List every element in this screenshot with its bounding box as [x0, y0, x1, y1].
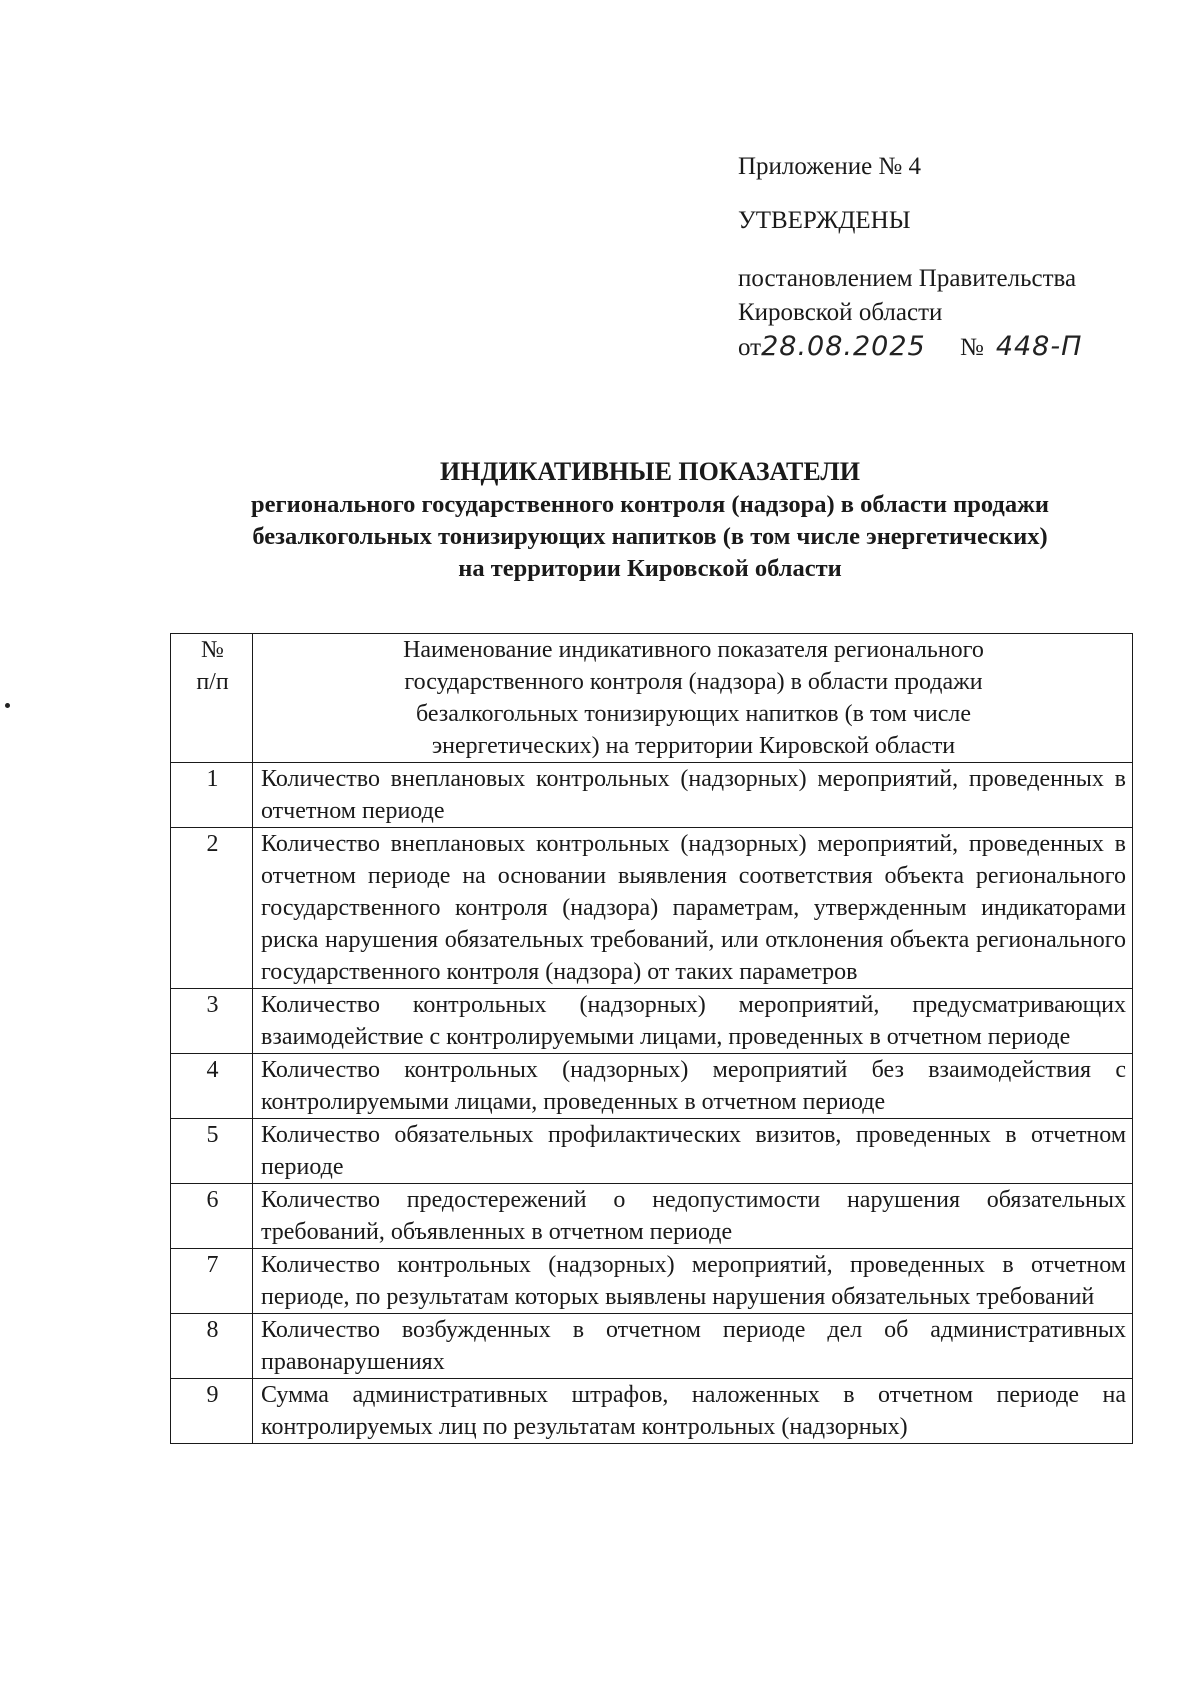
row-indicator-text: Количество контрольных (надзорных) мероприятий, проведенных в отчетном периоде, по результатам которых выявлены нарушения обязательных требований — [253, 1249, 1133, 1314]
indicators-table — [170, 633, 1133, 1444]
appendix-label: Приложение № 4 — [738, 153, 922, 180]
table-row — [171, 1054, 1133, 1119]
row-number: 8 — [171, 1314, 253, 1379]
table-header-row — [171, 634, 1133, 763]
header-name-cell — [253, 634, 1133, 763]
table-row — [171, 763, 1133, 828]
header-name-line-2: государственного контроля (надзора) в области продажи — [404, 669, 983, 695]
row-indicator-text: Количество контрольных (надзорных) мероприятий без взаимодействия с контролируемыми лицами, проведенных в отчетном периоде — [253, 1054, 1133, 1119]
header-number-cell — [171, 634, 253, 763]
row-indicator-text: Количество возбужденных в отчетном периоде дел об административных правонарушениях — [253, 1314, 1133, 1379]
row-number: 5 — [171, 1119, 253, 1184]
row-indicator-text: Количество внеплановых контрольных (надзорных) мероприятий, проведенных в отчетном периоде — [253, 763, 1133, 828]
row-number: 9 — [171, 1379, 253, 1444]
document-subtitle-line-1: регионального государственного контроля (надзора) в области продажи — [251, 491, 1049, 518]
title-block — [150, 455, 1150, 585]
date-prefix: от — [738, 334, 762, 361]
row-indicator-text: Количество обязательных профилактических визитов, проведенных в отчетном периоде — [253, 1119, 1133, 1184]
scan-speck — [5, 703, 10, 708]
header-name-line-4: энергетических) на территории Кировской области — [431, 733, 956, 759]
number-prefix: № — [959, 334, 984, 361]
table-row — [171, 828, 1133, 989]
approved-label: УТВЕРЖДЕНЫ — [738, 207, 911, 234]
row-number: 1 — [171, 763, 253, 828]
handwritten-date: 28.08.2025 — [761, 331, 926, 362]
header-name-line-1: Наименование индикативного показателя регионального — [403, 637, 984, 663]
table-row — [171, 1119, 1133, 1184]
row-number: 3 — [171, 989, 253, 1054]
row-number: 4 — [171, 1054, 253, 1119]
row-number: 2 — [171, 828, 253, 989]
table-row — [171, 1184, 1133, 1249]
table-row — [171, 1379, 1133, 1444]
document-subtitle-line-3: на территории Кировской области — [458, 555, 842, 582]
table-row — [171, 1249, 1133, 1314]
document-title: ИНДИКАТИВНЫЕ ПОКАЗАТЕЛИ — [440, 457, 860, 486]
header-name-line-3: безалкогольных тонизирующих напитков (в том числе — [415, 701, 972, 727]
table-row — [171, 989, 1133, 1054]
date-number-line — [738, 330, 1158, 365]
handwritten-number: 448-П — [995, 331, 1083, 362]
document-subtitle-line-2: безалкогольных тонизирующих напитков (в том числе энергетических) — [252, 523, 1048, 550]
row-number: 7 — [171, 1249, 253, 1314]
row-indicator-text: Количество предостережений о недопустимости нарушения обязательных требований, объявленных в отчетном периоде — [253, 1184, 1133, 1249]
row-indicator-text: Количество внеплановых контрольных (надзорных) мероприятий, проведенных в отчетном периоде на основании выявления соответствия объекта регионального государственного контроля (надзора) параметрам, утвержденным индикаторами риска нарушения обязательных требований, или отклонения объекта регионального государственного контроля (надзора) от таких параметров — [253, 828, 1133, 989]
header-number-line-1: № — [201, 637, 224, 663]
approval-block — [738, 150, 1158, 365]
table-row — [171, 1314, 1133, 1379]
row-indicator-text: Количество контрольных (надзорных) мероприятий, предусматривающих взаимодействие с контролируемыми лицами, проведенных в отчетном периоде — [253, 989, 1133, 1054]
row-indicator-text: Сумма административных штрафов, наложенных в отчетном периоде на контролируемых лиц по результатам контрольных (надзорных) — [253, 1379, 1133, 1444]
row-number: 6 — [171, 1184, 253, 1249]
resolution-line-1: постановлением Правительства — [738, 265, 1077, 292]
header-number-line-2: п/п — [196, 669, 229, 695]
resolution-line-2: Кировской области — [738, 299, 943, 326]
